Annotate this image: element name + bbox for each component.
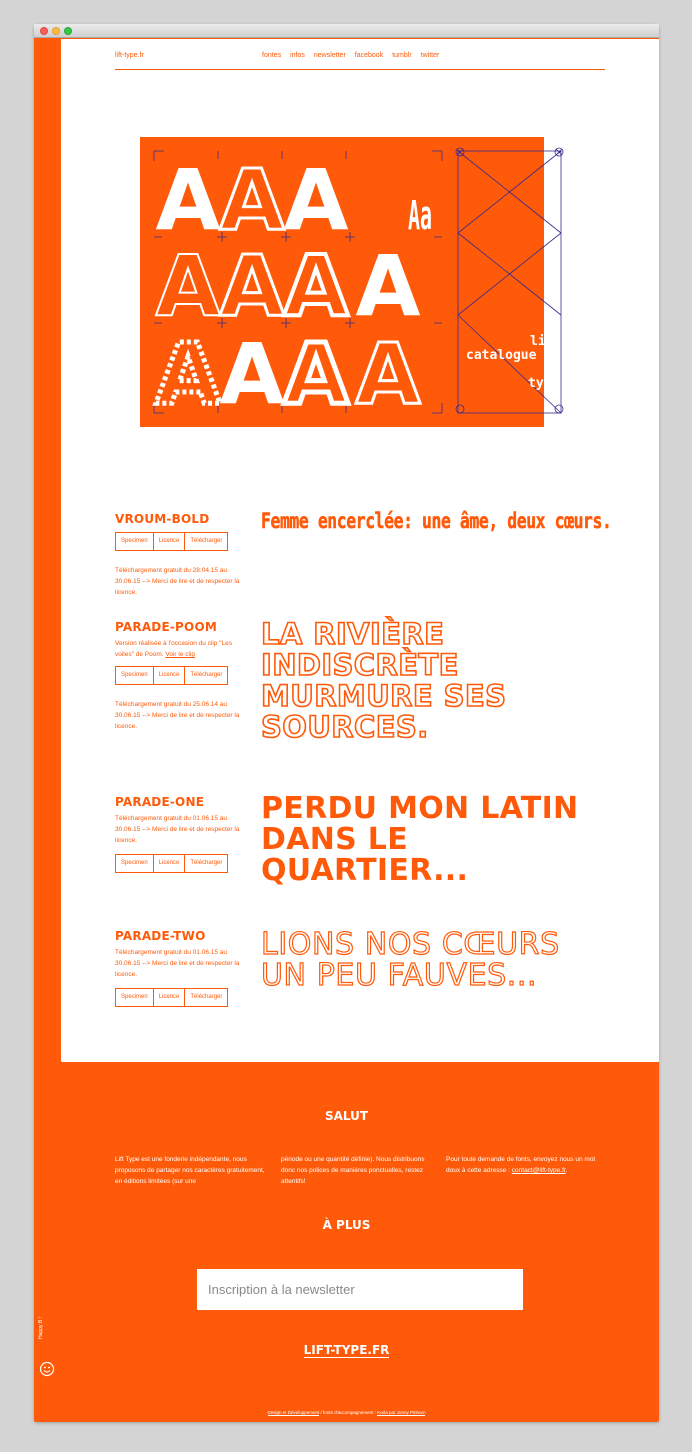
font-actions (115, 988, 240, 1007)
poster-letter: A (355, 237, 421, 335)
font-intro-text: Version réalisée à l'occasion du clip "Les voiles" de Poom. (115, 640, 233, 658)
poster-letter: A (283, 151, 349, 249)
close-window-button[interactable] (40, 27, 48, 35)
font-note: Téléchargement gratuit du 28.04.15 au 30.06.15 --> Merci de lire et de respecter la licence. (115, 567, 240, 596)
sample-line: SOURCES. (261, 710, 429, 744)
sample-line: QUARTIER... (261, 853, 469, 888)
poster-side-text: type (528, 376, 560, 391)
nav-facebook[interactable]: facebook (354, 52, 384, 59)
happy-label: Happy B ! (38, 1317, 44, 1339)
smiley-icon[interactable] (39, 1361, 55, 1377)
specimen-button[interactable]: Specimen (115, 666, 154, 685)
newsletter-input[interactable] (197, 1269, 523, 1310)
licence-button[interactable]: Licence (153, 988, 186, 1007)
sample-line: INDISCRÈTE (261, 648, 459, 682)
browser-window (34, 24, 659, 1422)
about-column-1: Lift Type est une fonderie indépendante, nous proposons de partager nos caractères gratuitement, en éditions limitées (sur une (115, 1156, 265, 1185)
licence-button[interactable]: Licence (153, 666, 186, 685)
font-actions (115, 532, 240, 551)
font-actions (115, 854, 240, 873)
main-nav (262, 52, 439, 59)
credits-design-link[interactable]: Design et Développement (267, 1410, 320, 1415)
font-name: PARADE-POOM (115, 620, 217, 634)
nav-fontes[interactable]: fontes (262, 52, 282, 59)
credits (34, 1410, 659, 1415)
content-page (61, 39, 659, 1062)
window-titlebar (34, 24, 659, 38)
poster-letter: A (155, 237, 221, 335)
poster-letter: A (283, 237, 349, 335)
font-block-parade-one (115, 795, 240, 873)
salut-heading: SALUT (324, 1109, 369, 1123)
maximize-window-button[interactable] (64, 27, 72, 35)
sample-line: LA RIVIÈRE (261, 617, 445, 651)
nav-infos[interactable]: infos (290, 52, 305, 59)
poster-letter: A (219, 237, 285, 335)
specimen-button[interactable]: Specimen (115, 532, 154, 551)
about-column-2: période ou une quantité définie). Nous distribuons donc nos polices de manières ponctuelles, restez attentifs! (281, 1156, 425, 1185)
font-note: Téléchargement gratuit du 01.06.15 au 30.06.15 --> Merci de lire et de respecter la licence. (115, 815, 240, 844)
font-intro (115, 638, 240, 660)
licence-button[interactable]: Licence (153, 532, 186, 551)
nav-newsletter[interactable]: newsletter (313, 52, 346, 59)
licence-button[interactable]: Licence (153, 854, 186, 873)
nav-tumblr[interactable]: tumblr (392, 52, 412, 59)
poster-letter: A (219, 151, 285, 249)
font-block-parade-two (115, 929, 240, 1007)
sample-line: LIONS NOS CŒURS (261, 927, 560, 962)
poster-side-text: lift (530, 334, 562, 349)
site-logo-link[interactable]: lift-type.fr (115, 52, 144, 59)
sample-line: PERDU MON LATIN (261, 791, 579, 826)
poster-side-text: catalogue (466, 348, 537, 363)
contact-end: . (565, 1167, 568, 1174)
font-block-parade-poom (115, 620, 240, 732)
contact-email-link[interactable]: contact@lift-type.fr (511, 1167, 566, 1174)
download-button[interactable]: Télécharger (184, 666, 228, 685)
catalogue-poster (140, 137, 562, 427)
contact-column (446, 1154, 598, 1176)
sample-line: MURMURE SES (261, 679, 507, 713)
font-note: Téléchargement gratuit du 25.06.14 au 30.06.15 --> Merci de lire et de respecter la licence. (115, 701, 240, 730)
poster-aa-label: Aa (408, 193, 433, 240)
watch-clip-link[interactable]: Voir le clip (165, 651, 195, 658)
specimen-button[interactable]: Specimen (115, 988, 154, 1007)
credits-font-link[interactable]: Karla par Jonny Pinhorn (377, 1410, 426, 1415)
poster-graphic (140, 137, 562, 427)
font-name: VROUM-BOLD (115, 512, 210, 526)
footer-brand[interactable] (34, 1343, 659, 1357)
font-name: PARADE-TWO (115, 929, 206, 943)
sample-line: DANS LE (261, 822, 408, 857)
sample-line: UN PEU FAUVES... (261, 958, 538, 993)
font-sample-parade-poom (261, 619, 506, 743)
font-sample-vroum-bold: Femme encerclée: une âme, deux cœurs. (261, 509, 612, 533)
footer-brand-text: LIFT-TYPE.FR (303, 1343, 390, 1357)
credits-separator: / fonte d'accompagnement : (319, 1410, 378, 1415)
font-sample-parade-two (261, 929, 560, 991)
font-block-vroum-bold (115, 512, 240, 598)
contact-text: Pour toute demande de fonts, envoyez nous un mot doux à cette adresse : (446, 1156, 596, 1174)
a-plus-heading: À PLUS (322, 1218, 371, 1232)
minimize-window-button[interactable] (52, 27, 60, 35)
poster-letter: A (355, 325, 421, 423)
poster-letter: A (283, 325, 349, 423)
poster-letter: A (155, 325, 221, 423)
nav-twitter[interactable]: twitter (420, 52, 440, 59)
font-note: Téléchargement gratuit du 01.06.15 au 30.06.15 --> Merci de lire et de respecter la licence. (115, 949, 240, 978)
font-sample-parade-one (261, 793, 578, 886)
download-button[interactable]: Télécharger (184, 988, 228, 1007)
specimen-button[interactable]: Specimen (115, 854, 154, 873)
poster-letter: A (155, 151, 221, 249)
download-button[interactable]: Télécharger (184, 854, 228, 873)
poster-letter: A (219, 325, 285, 423)
header-divider (115, 69, 605, 70)
download-button[interactable]: Télécharger (184, 532, 228, 551)
font-actions (115, 666, 240, 685)
font-name: PARADE-ONE (115, 795, 205, 809)
